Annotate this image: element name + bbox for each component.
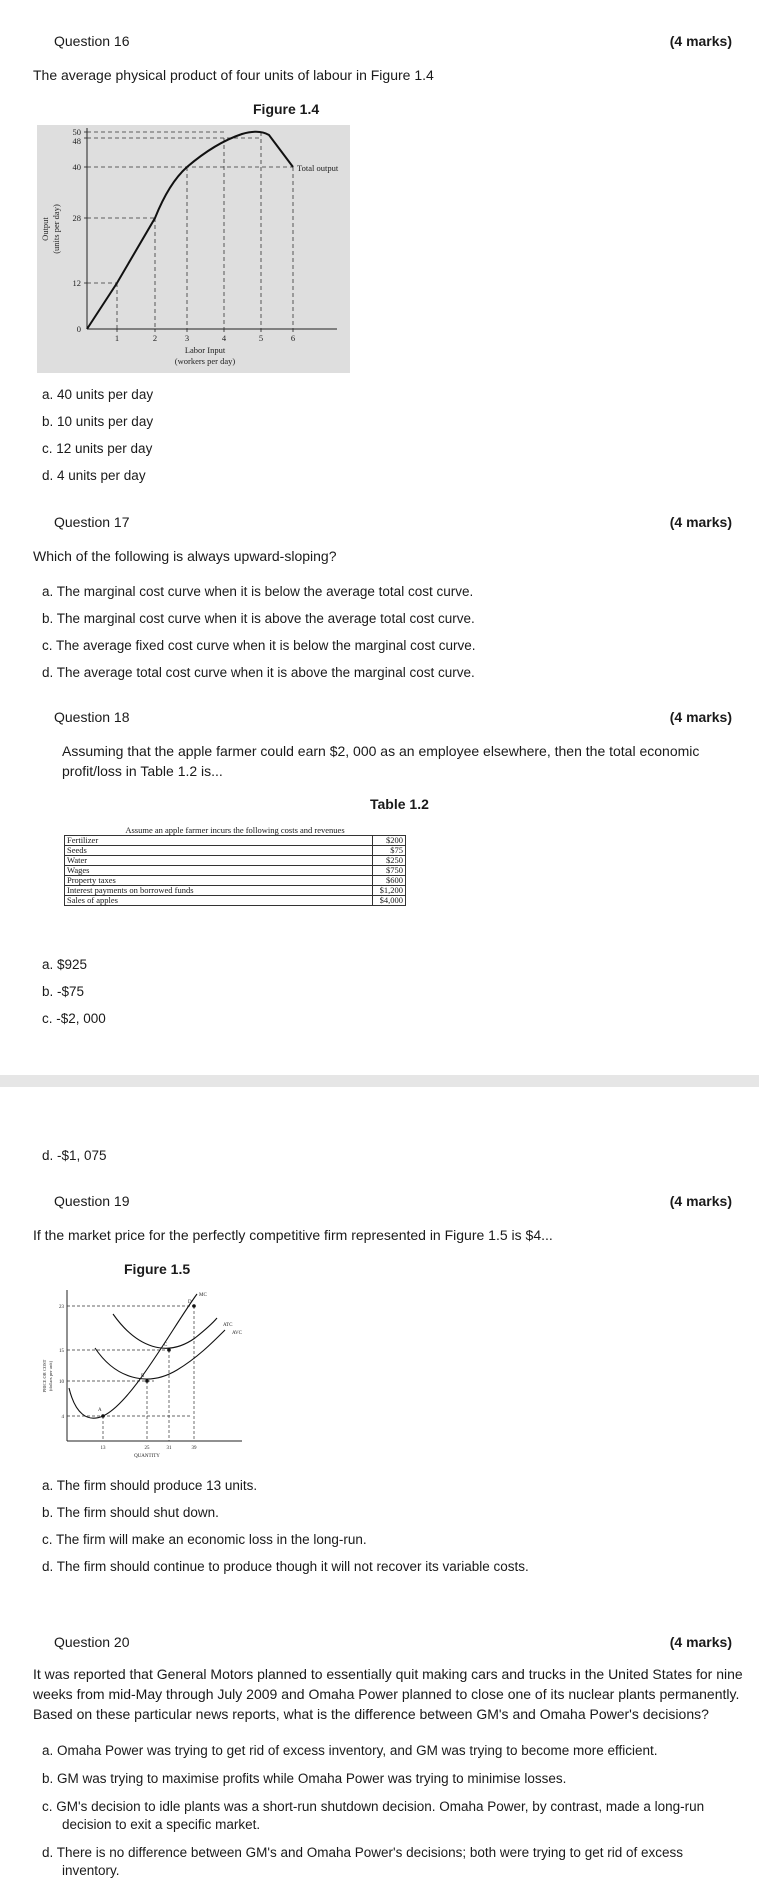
- point-d-label: D: [188, 1300, 192, 1305]
- question-19-marks: (4 marks): [669, 1193, 732, 1209]
- figure-1-4-total-output-graph: [37, 125, 350, 373]
- question-20-stem-line-1: It was reported that General Motors planned to essentially quit making cars and trucks in the United States for nine: [33, 1666, 743, 1682]
- x-axis-unit: (workers per day): [174, 356, 236, 366]
- y-tick-0: 0: [76, 324, 81, 334]
- question-18-title: Question 18: [54, 709, 130, 725]
- question-20-marks: (4 marks): [669, 1634, 732, 1650]
- x-tick-3: 3: [184, 333, 190, 343]
- q19-option-d[interactable]: d. The firm should continue to produce though it will not recover its variable costs.: [42, 1559, 529, 1574]
- avc-label: AVC: [232, 1331, 242, 1336]
- q16-option-a[interactable]: a. 40 units per day: [42, 387, 154, 402]
- avc-curve: [95, 1330, 225, 1379]
- question-19-stem: If the market price for the perfectly competitive firm represented in Figure 1.5 is $4...: [33, 1227, 553, 1243]
- q17-option-c[interactable]: c. The average fixed cost curve when it is below the marginal cost curve.: [42, 638, 476, 653]
- total-output-label: Total output: [297, 163, 339, 173]
- q18-option-d[interactable]: d. -$1, 075: [42, 1148, 107, 1163]
- y-tick-15: 15: [59, 1349, 64, 1354]
- q20-option-a[interactable]: a. Omaha Power was trying to get rid of excess inventory, and GM was trying to become more efficient.: [42, 1743, 658, 1758]
- q17-option-a[interactable]: a. The marginal cost curve when it is below the average total cost curve.: [42, 584, 474, 599]
- y-axis-unit: (units per day): [51, 204, 61, 254]
- q16-option-b[interactable]: b. 10 units per day: [42, 414, 154, 429]
- table-row: Wages $750: [65, 866, 406, 876]
- y-tick-40: 40: [72, 162, 81, 172]
- question-20-stem-line-3: Based on these particular news reports, what is the difference between GM's and Omaha Power's decisions?: [33, 1706, 709, 1722]
- page-break-separator: [0, 1075, 759, 1087]
- point-c-label: C: [164, 1343, 168, 1348]
- x-tick-4: 4: [221, 333, 227, 343]
- question-16-title: Question 16: [54, 33, 130, 49]
- figure-1-5-cost-curves-graph: [37, 1288, 252, 1465]
- table-1-2-caption: Table 1.2: [370, 796, 429, 812]
- mc-label: MC: [199, 1293, 207, 1298]
- y-tick-23: 23: [59, 1305, 64, 1310]
- y-tick-28: 28: [72, 213, 81, 223]
- question-19-title: Question 19: [54, 1193, 130, 1209]
- table-row: Water $250: [65, 856, 406, 866]
- table-header: Assume an apple farmer incurs the following costs and revenues: [65, 826, 406, 836]
- question-18-stem-line-2: profit/loss in Table 1.2 is...: [62, 763, 223, 779]
- costs-revenues-table: [64, 826, 406, 906]
- q20-option-d-continued[interactable]: inventory.: [62, 1863, 120, 1878]
- q18-option-b[interactable]: b. -$75: [42, 984, 85, 999]
- table-row: Seeds $75: [65, 846, 406, 856]
- point-b-label: B: [141, 1374, 145, 1379]
- mc-curve: [69, 1294, 197, 1418]
- y-tick-50: 50: [72, 127, 81, 137]
- question-17-marks: (4 marks): [669, 514, 732, 530]
- figure-1-5-caption: Figure 1.5: [124, 1261, 191, 1277]
- q17-option-b[interactable]: b. The marginal cost curve when it is above the average total cost curve.: [42, 611, 475, 626]
- q20-option-b[interactable]: b. GM was trying to maximise profits while Omaha Power was trying to minimise losses.: [42, 1771, 567, 1786]
- q18-option-c[interactable]: c. -$2, 000: [42, 1011, 106, 1026]
- atc-label: ATC: [223, 1323, 233, 1328]
- x-tick-6: 6: [290, 333, 296, 343]
- q20-option-c-continued[interactable]: decision to exit a specific market.: [62, 1817, 261, 1832]
- y-tick-48: 48: [72, 136, 81, 146]
- x-tick-5: 5: [258, 333, 264, 343]
- y-tick-10: 10: [59, 1380, 64, 1385]
- x-tick-25: 25: [144, 1446, 150, 1451]
- quantity-axis-label: QUANTITY: [134, 1454, 160, 1459]
- question-17-stem: Which of the following is always upward-sloping?: [33, 548, 337, 564]
- y-tick-4: 4: [61, 1415, 64, 1420]
- y-axis-label: PRICE OR COST: [42, 1359, 47, 1393]
- y-axis-label: Output: [40, 217, 50, 241]
- q19-option-b[interactable]: b. The firm should shut down.: [42, 1505, 219, 1520]
- table-row: Property taxes $600: [65, 876, 406, 886]
- question-16-marks: (4 marks): [669, 33, 732, 49]
- y-axis-unit: (dollars per unit): [48, 1360, 53, 1392]
- q20-option-d[interactable]: d. There is no difference between GM's and Omaha Power's decisions; both were trying to get rid of excess: [42, 1845, 683, 1860]
- question-18-stem-line-1: Assuming that the apple farmer could earn $2, 000 as an employee elsewhere, then the total economic: [62, 743, 700, 759]
- question-17-title: Question 17: [54, 514, 130, 530]
- x-tick-13: 13: [100, 1446, 106, 1451]
- question-20-stem-line-2: weeks from mid-May through July 2009 and Omaha Power planned to close one of its nuclear plants permanently.: [33, 1686, 740, 1702]
- q20-option-c[interactable]: c. GM's decision to idle plants was a short-run shutdown decision. Omaha Power, by contrast, made a long-run: [42, 1799, 705, 1814]
- q16-option-d[interactable]: d. 4 units per day: [42, 468, 146, 483]
- question-18-marks: (4 marks): [669, 709, 732, 725]
- q19-option-c[interactable]: c. The firm will make an economic loss in the long-run.: [42, 1532, 367, 1547]
- question-16-stem: The average physical product of four units of labour in Figure 1.4: [33, 67, 434, 83]
- table-row: Fertilizer $200: [65, 836, 406, 846]
- y-tick-12: 12: [72, 278, 81, 288]
- x-tick-39: 39: [191, 1446, 197, 1451]
- figure-1-4-caption: Figure 1.4: [253, 101, 320, 117]
- x-tick-31: 31: [166, 1446, 172, 1451]
- x-tick-1: 1: [114, 333, 120, 343]
- x-axis-label: Labor Input: [184, 345, 226, 355]
- table-row: Sales of apples $4,000: [65, 896, 406, 906]
- point-a-label: A: [98, 1408, 102, 1413]
- table-row: Interest payments on borrowed funds $1,200: [65, 886, 406, 896]
- q16-option-c[interactable]: c. 12 units per day: [42, 441, 153, 456]
- q19-option-a[interactable]: a. The firm should produce 13 units.: [42, 1478, 258, 1493]
- x-tick-2: 2: [152, 333, 158, 343]
- question-20-title: Question 20: [54, 1634, 130, 1650]
- q18-option-a[interactable]: a. $925: [42, 957, 88, 972]
- q17-option-d[interactable]: d. The average total cost curve when it is above the marginal cost curve.: [42, 665, 475, 680]
